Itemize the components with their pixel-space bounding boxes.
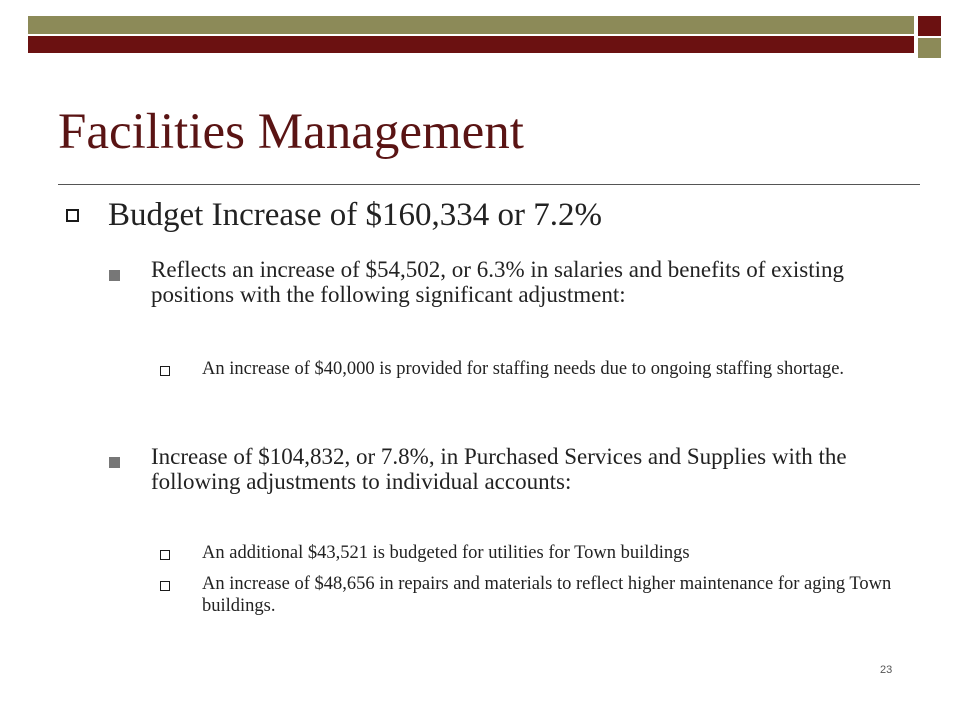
detail-bullet-text: An additional $43,521 is budgeted for utilities for Town buildings	[202, 543, 690, 563]
header-bar-olive	[28, 16, 914, 34]
slide-title: Facilities Management	[58, 104, 524, 160]
sub-bullet-salaries	[107, 257, 897, 307]
page-number: 23	[880, 664, 893, 676]
header-bar-maroon	[28, 36, 914, 53]
sub-bullet-text: Increase of $104,832, or 7.8%, in Purchased Services and Supplies with the following adjustments to individual accounts:	[151, 444, 847, 494]
hollow-square-bullet-icon	[66, 209, 79, 222]
sub-bullet-text: Reflects an increase of $54,502, or 6.3% in salaries and benefits of existing positions with the following significant adjustment:	[151, 257, 844, 307]
detail-bullet-utilities	[160, 542, 900, 564]
filled-square-bullet-icon	[109, 270, 120, 281]
title-divider	[58, 184, 920, 185]
hollow-square-bullet-icon	[160, 550, 170, 560]
sub-bullet-services	[107, 444, 897, 494]
main-bullet-text: Budget Increase of $160,334 or 7.2%	[108, 197, 602, 233]
detail-bullet-text: An increase of $48,656 in repairs and materials to reflect higher maintenance for aging Town buildings.	[202, 574, 892, 616]
filled-square-bullet-icon	[109, 457, 120, 468]
detail-bullet-repairs	[160, 573, 900, 617]
header-square-maroon	[918, 16, 941, 36]
hollow-square-bullet-icon	[160, 581, 170, 591]
hollow-square-bullet-icon	[160, 366, 170, 376]
detail-bullet-staffing	[160, 358, 900, 380]
header-square-olive	[918, 38, 941, 58]
main-bullet	[62, 192, 912, 238]
detail-bullet-text: An increase of $40,000 is provided for staffing needs due to ongoing staffing shortage.	[202, 359, 845, 379]
